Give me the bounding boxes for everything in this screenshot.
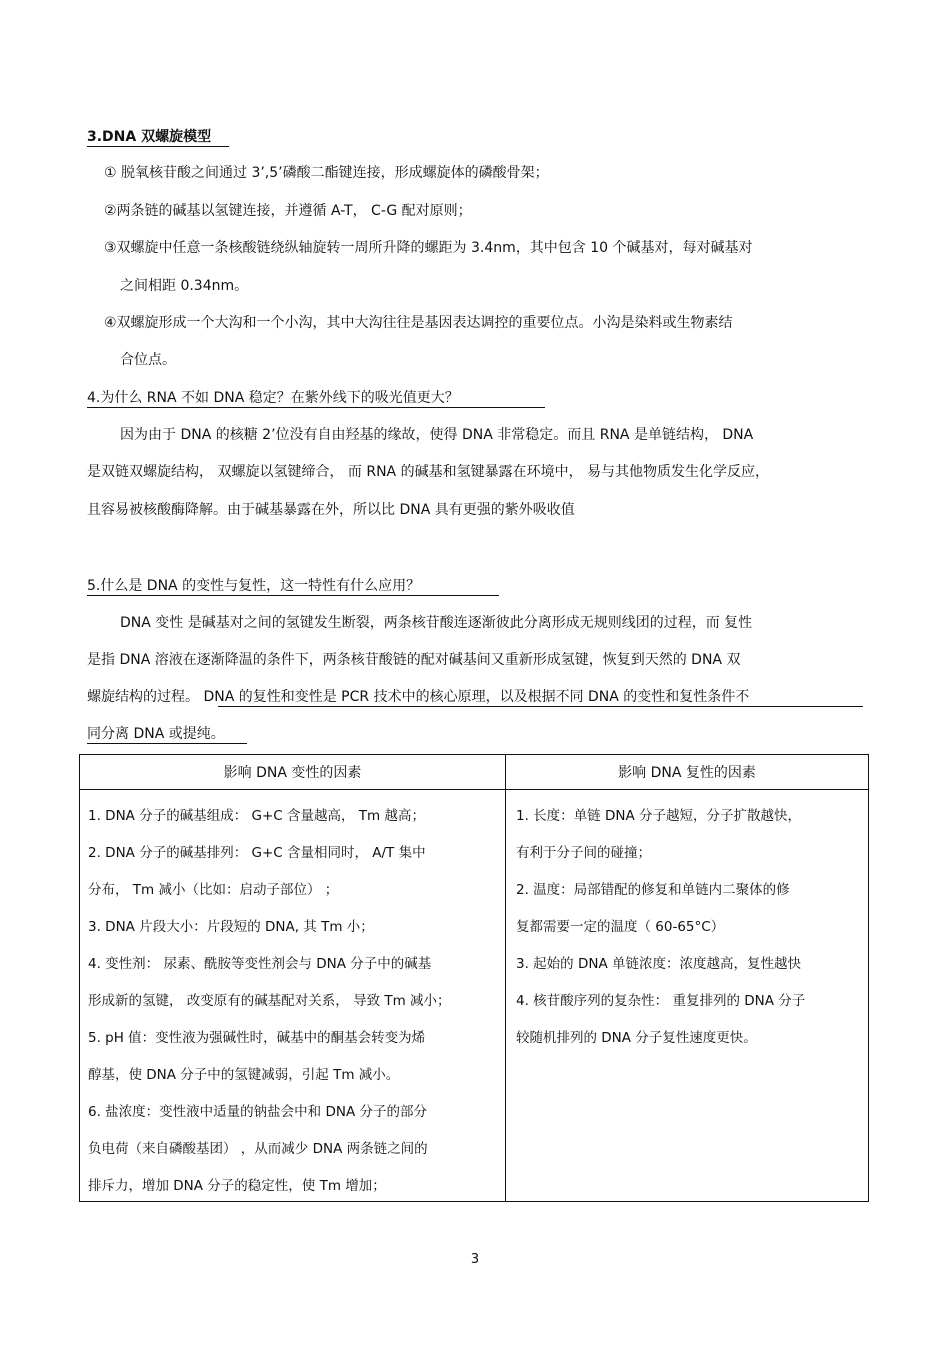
sec5-line-4-underline xyxy=(87,743,247,744)
denaturation-line: 2. DNA 分子的碱基排列： G+C 含量相同时， A/T 集中 xyxy=(88,845,426,861)
sec4-line-1: 因为由于 DNA 的核糖 2’位没有自由羟基的缘故，使得 DNA 非常稳定。而且 RNA 是单链结构， DNA xyxy=(120,427,754,443)
denaturation-line: 5. pH 值：变性液为强碱性时，碱基中的酮基会转变为烯 xyxy=(88,1030,426,1046)
sec5-line-4: 同分离 DNA 或提纯。 xyxy=(87,726,225,742)
section-4-title: 4.为什么 RNA 不如 DNA 稳定？在紫外线下的吸光值更大？ xyxy=(87,390,459,406)
denaturation-factors-cell xyxy=(80,790,506,1202)
renaturation-line: 3. 起始的 DNA 单链浓度：浓度越高，复性越快 xyxy=(516,956,801,972)
section-5-title-underline xyxy=(87,595,499,596)
factors-table xyxy=(79,754,869,1202)
sec5-line-2: 是指 DNA 溶液在逐渐降温的条件下，两条核苷酸链的配对碱基间又重新形成氢键，恢复到天然的 DNA 双 xyxy=(87,652,741,668)
renaturation-line: 有利于分子间的碰撞； xyxy=(516,845,651,861)
sec3-line-1: ① 脱氧核苷酸之间通过 3’,5’磷酸二酯键连接，形成螺旋体的磷酸骨架； xyxy=(104,165,549,181)
denaturation-line: 排斥力，增加 DNA 分子的稳定性，使 Tm 增加； xyxy=(88,1178,386,1194)
header-renaturation: 影响 DNA 复性的因素 xyxy=(506,755,869,790)
renaturation-factors-cell xyxy=(506,790,869,1202)
denaturation-line: 1. DNA 分子的碱基组成： G+C 含量越高， Tm 越高； xyxy=(88,808,425,824)
table-header-row xyxy=(80,755,869,790)
denaturation-line: 形成新的氢键， 改变原有的碱基配对关系， 导致 Tm 减小； xyxy=(88,993,451,1009)
denaturation-line: 3. DNA 片段大小：片段短的 DNA, 其 Tm 小； xyxy=(88,919,374,935)
renaturation-line: 较随机排列的 DNA 分子复性速度更快。 xyxy=(516,1030,757,1046)
header-denaturation: 影响 DNA 变性的因素 xyxy=(80,755,506,790)
denaturation-line: 负电荷（来自磷酸基团） ，从而减少 DNA 两条链之间的 xyxy=(88,1141,428,1157)
renaturation-line: 2. 温度：局部错配的修复和单链内二聚体的修 xyxy=(516,882,790,898)
denaturation-line: 醇基，使 DNA 分子中的氢键减弱，引起 Tm 减小。 xyxy=(88,1067,400,1083)
sec3-line-3: ③双螺旋中任意一条核酸链绕纵轴旋转一周所升降的螺距为 3.4nm，其中包含 10 个碱基对，每对碱基对 xyxy=(104,240,753,256)
section-4-title-underline xyxy=(87,407,545,408)
sec3-line-2: ②两条链的碱基以氢键连接，并遵循 A-T， C-G 配对原则； xyxy=(104,203,472,219)
sec5-line-3-underline xyxy=(218,706,863,707)
renaturation-line: 1. 长度：单链 DNA 分子越短，分子扩散越快， xyxy=(516,808,801,824)
sec5-line-3: 螺旋结构的过程。 DNA 的复性和变性是 PCR 技术中的核心原理，以及根据不同 DNA 的变性和复性条件不 xyxy=(87,689,750,705)
renaturation-line: 4. 核苷酸序列的复杂性： 重复排列的 DNA 分子 xyxy=(516,993,806,1009)
sec4-line-2: 是双链双螺旋结构， 双螺旋以氢键缔合， 而 RNA 的碱基和氢键暴露在环境中， 易与其他物质发生化学反应， xyxy=(87,464,770,480)
sec3-line-6: 合位点。 xyxy=(120,352,176,368)
renaturation-line: 复都需要一定的温度（ 60-65°C） xyxy=(516,919,725,935)
sec3-line-4: 之间相距 0.34nm。 xyxy=(120,278,249,294)
table-row xyxy=(80,790,869,1202)
sec3-line-5: ④双螺旋形成一个大沟和一个小沟，其中大沟往往是基因表达调控的重要位点。小沟是染料或生物素结 xyxy=(104,315,733,331)
denaturation-line: 4. 变性剂： 尿素、酰胺等变性剂会与 DNA 分子中的碱基 xyxy=(88,956,432,972)
section-5-title: 5.什么是 DNA 的变性与复性，这一特性有什么应用？ xyxy=(87,578,421,594)
sec4-line-3: 且容易被核酸酶降解。由于碱基暴露在外，所以比 DNA 具有更强的紫外吸收值 xyxy=(87,502,575,518)
section-3-title: 3.DNA 双螺旋模型 xyxy=(87,129,212,145)
sec5-line-1: DNA 变性 是碱基对之间的氢键发生断裂，两条核苷酸连逐渐彼此分离形成无规则线团的过程，而 复性 xyxy=(120,615,753,631)
section-3-title-underline xyxy=(87,146,229,147)
denaturation-line: 6. 盐浓度：变性液中适量的钠盐会中和 DNA 分子的部分 xyxy=(88,1104,427,1120)
page-number: 3 xyxy=(470,1252,480,1267)
denaturation-line: 分布， Tm 减小（比如：启动子部位） ； xyxy=(88,882,339,898)
